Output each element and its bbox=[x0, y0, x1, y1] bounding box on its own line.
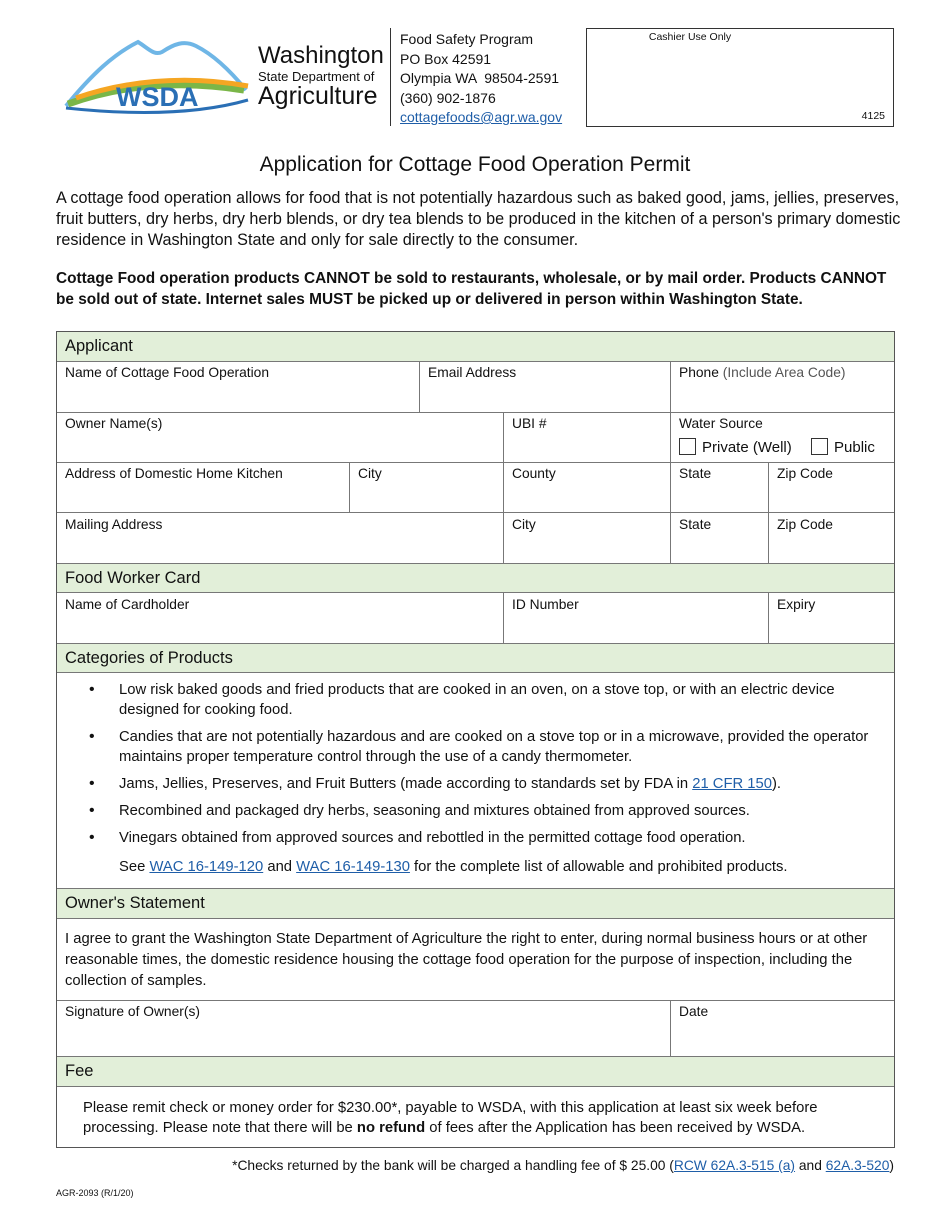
list-item: • Candies that are not potentially hazardous and are cooked on a stove top or in a microwave, provided the operator maintains proper temperature control through the use of a candy thermometer. bbox=[89, 727, 869, 767]
fee-text-pre: Please remit check or money order for $230.00 bbox=[83, 1100, 392, 1116]
contact-city: Olympia WA 98504-2591 bbox=[400, 70, 560, 86]
field-ubi[interactable]: UBI # bbox=[512, 416, 547, 431]
divider bbox=[670, 1000, 671, 1056]
field-home-city[interactable]: City bbox=[358, 466, 382, 481]
field-operation-name[interactable]: Name of Cottage Food Operation bbox=[65, 365, 270, 380]
contact-email-link[interactable]: cottagefoods@agr.wa.gov bbox=[400, 109, 563, 125]
list-item: • Recombined and packaged dry herbs, seasoning and mixtures obtained from approved sources. bbox=[89, 801, 869, 821]
divider bbox=[349, 462, 350, 512]
divider bbox=[57, 412, 894, 413]
divider bbox=[670, 462, 671, 512]
cashier-use-box bbox=[586, 28, 894, 127]
field-phone[interactable] bbox=[679, 365, 845, 380]
product-categories-list bbox=[89, 680, 869, 855]
application-form bbox=[56, 331, 895, 1148]
section-applicant-header: Applicant bbox=[57, 332, 894, 362]
wsda-logo-mark-icon bbox=[62, 34, 258, 120]
field-expiry[interactable]: Expiry bbox=[777, 597, 816, 612]
divider bbox=[419, 362, 420, 412]
field-date[interactable]: Date bbox=[679, 1004, 709, 1019]
footnote-and: and bbox=[795, 1158, 826, 1173]
see-post: for the complete list of allowable and prohibited products. bbox=[409, 859, 788, 875]
see-and: and bbox=[263, 859, 297, 875]
list-item: • Low risk baked goods and fried products that are cooked in an oven, on a stove top, or with an electric device designed for cooking food. bbox=[89, 680, 869, 720]
water-private-checkbox[interactable] bbox=[679, 438, 696, 455]
page-title: Application for Cottage Food Operation Permit bbox=[259, 153, 691, 176]
contact-po-box: PO Box 42591 bbox=[400, 50, 492, 67]
divider bbox=[57, 1000, 894, 1001]
fee-no-refund: no refund bbox=[356, 1120, 426, 1136]
link-rcw-62a-3-515[interactable]: RCW 62A.3-515 (a) bbox=[673, 1158, 796, 1173]
logo-wordmark bbox=[258, 44, 384, 109]
link-wac-16-149-120[interactable]: WAC 16-149-120 bbox=[149, 859, 264, 875]
owners-statement-text: I agree to grant the Washington State Department of Agriculture the right to enter, during normal business hours or at other reasonable times, the domestic residence housing the cottage food operation for the purpose of inspection, including the collection of samples. bbox=[65, 931, 868, 989]
header-divider bbox=[390, 28, 391, 126]
divider bbox=[768, 512, 769, 563]
logo-line-agriculture: Agriculture bbox=[258, 82, 378, 110]
divider bbox=[503, 412, 504, 462]
link-wac-16-149-130[interactable]: WAC 16-149-130 bbox=[296, 859, 410, 875]
item3-text-post: ). bbox=[772, 776, 782, 792]
field-home-state[interactable]: State bbox=[679, 466, 712, 481]
field-owner-names[interactable]: Owner Name(s) bbox=[65, 416, 163, 431]
logo-mark-text: WSDA bbox=[116, 82, 199, 112]
section-food-worker-header: Food Worker Card bbox=[57, 563, 894, 593]
contact-program: Food Safety Program bbox=[400, 31, 534, 47]
checks-footnote bbox=[232, 1158, 894, 1173]
divider bbox=[768, 593, 769, 643]
divider bbox=[503, 593, 504, 643]
list-item: • Vinegars obtained from approved sources and rebottled in the permitted cottage food operation. bbox=[89, 828, 869, 848]
divider bbox=[768, 462, 769, 512]
field-id-number[interactable]: ID Number bbox=[512, 597, 579, 612]
logo-line-state-dept: State Department of bbox=[258, 69, 375, 84]
divider bbox=[670, 362, 671, 412]
divider bbox=[503, 512, 504, 563]
field-mailing-address[interactable]: Mailing Address bbox=[65, 517, 163, 532]
field-signature[interactable]: Signature of Owner(s) bbox=[65, 1004, 200, 1019]
divider bbox=[670, 412, 671, 462]
fee-text-mid: *, payable to WSDA, with this application at least six week before processing. Please note that there will be bbox=[83, 1100, 818, 1136]
water-public-option[interactable] bbox=[811, 438, 875, 456]
form-number: AGR-2093 (R/1/20) bbox=[56, 1188, 134, 1198]
section-owners-statement-header: Owner's Statement bbox=[57, 888, 894, 919]
water-private-label: Private (Well) bbox=[702, 439, 792, 456]
field-home-address[interactable]: Address of Domestic Home Kitchen bbox=[65, 466, 283, 481]
see-wac-note bbox=[119, 859, 787, 875]
water-source-label: Water Source bbox=[679, 416, 763, 431]
water-private-option[interactable] bbox=[679, 438, 792, 456]
field-home-zip[interactable]: Zip Code bbox=[777, 466, 833, 481]
sales-restriction-warning: Cottage Food operation products CANNOT be sold to restaurants, wholesale, or by mail order. Products CANNOT be sold out of state. Internet sales MUST be picked up or delivered in person within Washington State. bbox=[56, 270, 887, 308]
cashier-number: 4125 bbox=[861, 110, 885, 122]
field-mail-zip[interactable]: Zip Code bbox=[777, 517, 833, 532]
contact-phone: (360) 902-1876 bbox=[400, 89, 496, 106]
list-item bbox=[89, 774, 869, 794]
footnote-post: ) bbox=[889, 1158, 894, 1173]
field-cardholder[interactable]: Name of Cardholder bbox=[65, 597, 190, 612]
phone-label: Phone bbox=[679, 365, 719, 380]
contact-block bbox=[400, 30, 562, 128]
fee-text-post: of fees after the Application has been received by WSDA. bbox=[425, 1120, 806, 1136]
section-categories-header: Categories of Products bbox=[57, 643, 894, 673]
field-mail-state[interactable]: State bbox=[679, 517, 712, 532]
phone-hint: (Include Area Code) bbox=[722, 365, 846, 380]
see-pre: See bbox=[119, 859, 150, 875]
section-fee-header: Fee bbox=[57, 1056, 894, 1087]
link-62a-3-520[interactable]: 62A.3-520 bbox=[825, 1158, 890, 1173]
footnote-pre: *Checks returned by the bank will be charged a handling fee of $ 25.00 ( bbox=[232, 1158, 674, 1173]
water-public-label: Public bbox=[834, 439, 875, 456]
item3-text-pre: Jams, Jellies, Preserves, and Fruit Butters (made according to standards set by FDA in bbox=[119, 776, 693, 792]
cashier-label: Cashier Use Only bbox=[648, 31, 732, 43]
divider bbox=[503, 462, 504, 512]
water-public-checkbox[interactable] bbox=[811, 438, 828, 455]
divider bbox=[670, 512, 671, 563]
field-mail-city[interactable]: City bbox=[512, 517, 536, 532]
fee-text bbox=[83, 1098, 883, 1138]
field-email[interactable]: Email Address bbox=[428, 365, 517, 380]
field-county[interactable]: County bbox=[512, 466, 556, 481]
logo-line-washington: Washington bbox=[258, 42, 384, 69]
intro-paragraph: A cottage food operation allows for food that is not potentially hazardous such as baked good, jams, jellies, preserves, fruit butters, dry herbs, dry herb blends, or dry tea blends to be produced in the kitchen of a person's primary domestic residence in Washington State and only for sale directly to the consumer. bbox=[56, 189, 901, 249]
link-21-cfr-150[interactable]: 21 CFR 150 bbox=[692, 776, 772, 792]
